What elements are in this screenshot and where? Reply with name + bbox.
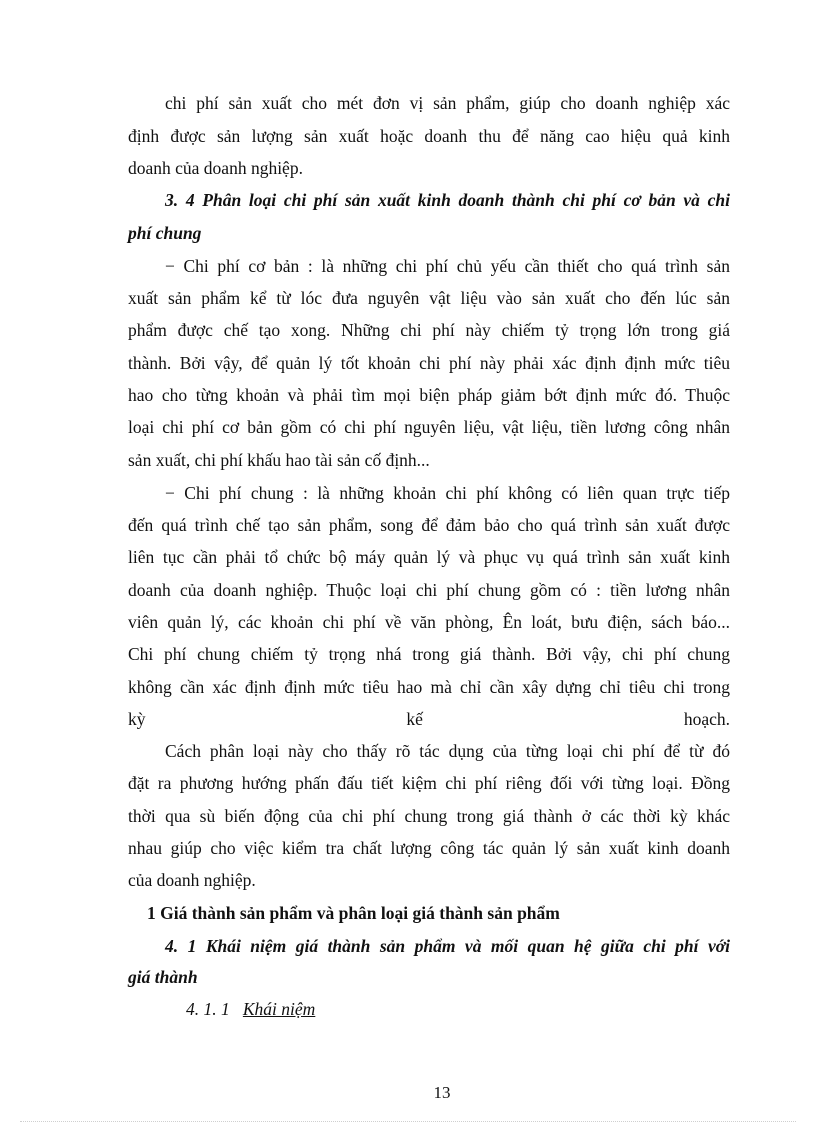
paragraph-line: viên quản lý, các khoản chi phí về văn phòng, Ên loát, bưu điện, sách báo...	[128, 612, 730, 632]
paragraph-line: − Chi phí chung : là những khoản chi phí không có liên quan trực tiếp	[165, 483, 730, 503]
chapter-heading: 1 Giá thành sản phẩm và phân loại giá thành sản phẩm	[147, 903, 560, 923]
paragraph-line: Cách phân loại này cho thấy rõ tác dụng của từng loại chi phí để từ đó	[165, 741, 730, 761]
paragraph-line: sản xuất, chi phí khấu hao tài sản cố định...	[128, 450, 430, 470]
footer-divider	[20, 1121, 796, 1122]
paragraph-line: − Chi phí cơ bản : là những chi phí chủ yếu cần thiết cho quá trình sản	[165, 256, 730, 276]
paragraph-line: phẩm được chế tạo xong. Những chi phí này chiếm tỷ trọng lớn trong giá	[128, 320, 730, 340]
paragraph-line: định được sản lượng sản xuất hoặc doanh thu để năng cao hiệu quả kinh	[128, 126, 730, 146]
paragraph-line: đặt ra phương hướng phấn đấu tiết kiệm chi phí riêng đối với từng loại. Đồng	[128, 773, 730, 793]
page-number: 13	[433, 1083, 451, 1102]
subsection-title: Khái niệm	[242, 999, 316, 1019]
paragraph-line: nhau giúp cho việc kiểm tra chất lượng công tác quản lý sản xuất kinh doanh	[128, 838, 730, 858]
paragraph-line: Chi phí chung chiếm tỷ trọng nhá trong giá thành. Bởi vậy, chi phí chung	[128, 644, 730, 664]
paragraph-line: liên tục cần phải tổ chức bộ máy quản lý và phục vụ quá trình sản xuất kinh	[128, 547, 730, 567]
paragraph-line: doanh của doanh nghiệp.	[128, 158, 303, 178]
paragraph-line: đến quá trình chế tạo sản phẩm, song để đảm bảo cho quá trình sản xuất được	[128, 515, 730, 535]
paragraph-line: doanh của doanh nghiệp. Thuộc loại chi phí chung gồm có : tiền lương nhân	[128, 580, 730, 600]
section-heading: giá thành	[128, 967, 198, 987]
paragraph-line: xuất sản phẩm kể từ lóc đưa nguyên vật liệu vào sản xuất cho đến lúc sản	[128, 288, 730, 308]
subsection-heading	[186, 998, 788, 1020]
section-heading: 4. 1 Khái niệm giá thành sản phẩm và mối quan hệ giữa chi phí với	[165, 936, 730, 956]
section-heading: 3. 4 Phân loại chi phí sản xuất kinh doanh thành chi phí cơ bản và chi	[165, 190, 730, 210]
paragraph-line: không cần xác định định mức tiêu hao mà chỉ cần xây dựng chỉ tiêu chi trong	[128, 677, 730, 697]
paragraph-line: kỳ kế hoạch.	[128, 709, 730, 729]
paragraph-line: của doanh nghiệp.	[128, 870, 256, 890]
paragraph-line: hao cho từng khoản và phải tìm mọi biện pháp giảm bớt định mức đó. Thuộc	[128, 385, 730, 405]
paragraph-line: loại chi phí cơ bản gồm có chi phí nguyên liệu, vật liệu, tiền lương công nhân	[128, 417, 730, 437]
paragraph-line: thành. Bởi vậy, để quản lý tốt khoản chi phí này phải xác định định mức tiêu	[128, 353, 730, 373]
section-heading: phí chung	[128, 223, 202, 243]
paragraph-line: chi phí sản xuất cho mét đơn vị sản phẩm, giúp cho doanh nghiệp xác	[165, 93, 730, 113]
paragraph-line: thời qua sù biến động của chi phí chung trong giá thành ở các thời kỳ khác	[128, 806, 730, 826]
subsection-number: 4. 1. 1	[186, 999, 230, 1019]
